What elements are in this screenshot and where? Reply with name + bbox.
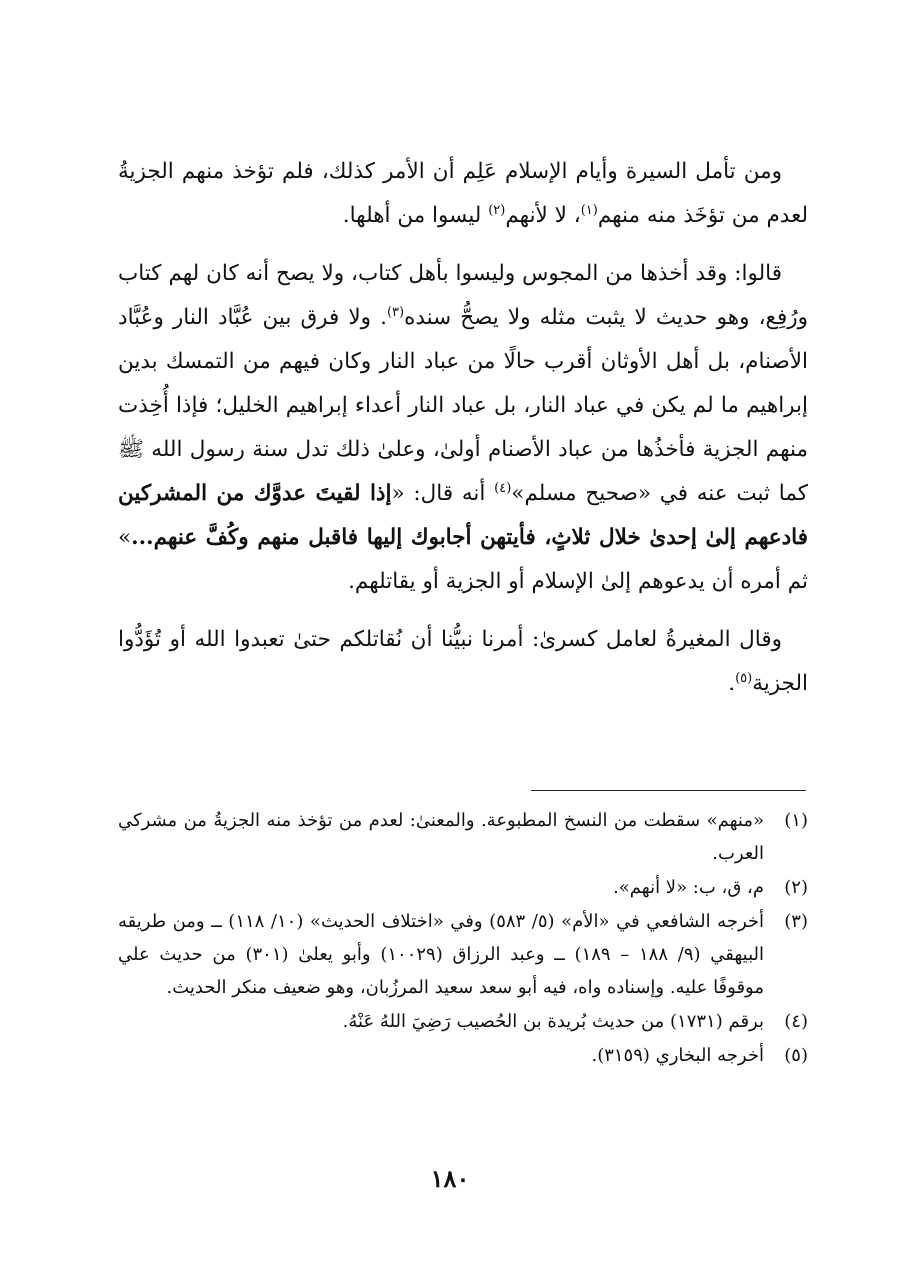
- main-text: [118, 150, 808, 720]
- footnote-number: (١): [784, 810, 808, 831]
- paragraph-text: .: [728, 671, 736, 696]
- footnote-number: (٣): [784, 911, 808, 932]
- footnote-item: [118, 804, 808, 870]
- footnote-ref-2: (٢): [488, 202, 506, 218]
- paragraph-text: ليسوا من أهلها.: [342, 203, 489, 228]
- footnote-item: [118, 1005, 808, 1038]
- paragraph-text: ، لا لأنهم: [505, 203, 581, 228]
- paragraph-text: » ثم أمره أن يدعوهم إلىٰ الإسلام أو الجزية أو يقاتلهم.: [118, 525, 808, 594]
- paragraph-text: ومن تأمل السيرة وأيام الإسلام عَلِم أن الأمر كذلك، فلم تؤخذ منهم الجزيةُ لعدم من تؤخَذ منه منهم: [118, 159, 808, 228]
- footnote-item: [118, 905, 808, 1004]
- footnote-item: [118, 1039, 808, 1072]
- footnote-text: برقم (١٧٣١) من حديث بُريدة بن الحُصيب رَضِيَ اللهُ عَنْهُ.: [342, 1011, 764, 1032]
- footnotes: [118, 804, 808, 1073]
- footnote-text: أخرجه الشافعي في «الأم» (٥/ ٥٨٣) وفي «اختلاف الحديث» (١٠/ ١١٨) ــ ومن طريقه البيهقي (٩/ ١٨٨ – ١٨٩) ــ وعبد الرزاق (١٠٠٢٩) وأبو يعلىٰ (٣٠١) من حديث علي موقوفًا عليه. وإسناده واه، فيه أبو سعد سعيد المرزُبان، وهو ضعيف منكر الحديث.: [118, 911, 765, 998]
- paragraph-3: [118, 618, 808, 706]
- paragraph-2: [118, 252, 808, 604]
- page-number: ١٨٠: [430, 1164, 470, 1193]
- footnote-ref-1: (١): [580, 202, 598, 218]
- footnote-item: [118, 871, 808, 904]
- hadith-quote: إذا لقيتَ عدوَّك من المشركين فادعهم إلىٰ إحدىٰ خلال ثلاثٍ، فأيتهن أجابوك إليها فاقبل منهم وكُفَّ عنهم...: [118, 481, 808, 550]
- footnote-number: (٤): [784, 1011, 808, 1032]
- footnote-ref-3: (٣): [386, 304, 405, 320]
- footnote-divider: [531, 790, 806, 791]
- paragraph-text: . ولا فرق بين عُبَّاد النار وعُبَّاد الأصنام، بل أهل الأوثان أقرب حالًا من عباد النار وكان فيهم من التمسك بدين إبراهيم ما لم يكن في عباد النار، بل عباد النار أعداء إبراهيم الخليل؛ فإذا أُخِذت منهم الجزية فأخذُها من عباد الأصنام أولىٰ، وعلىٰ ذلك تدل سنة رسول الله ﷺ كما ثبت عنه في «صحيح مسلم»: [118, 305, 808, 506]
- paragraph-text: أنه قال: «: [391, 481, 495, 506]
- footnote-number: (٢): [784, 877, 808, 898]
- footnote-text: «منهم» سقطت من النسخ المطبوعة. والمعنىٰ: لعدم من تؤخذ منه الجزيةُ من مشركي العرب.: [118, 810, 764, 864]
- paragraph-text: وقال المغيرةُ لعامل كسرىٰ: أمرنا نبيُّنا أن نُقاتلكم حتىٰ تعبدوا الله أو تُؤَدُّوا الجزية: [118, 627, 808, 696]
- footnote-text: م، ق، ب: «لا أنهم».: [613, 877, 764, 898]
- footnote-text: أخرجه البخاري (٣١٥٩).: [591, 1045, 764, 1066]
- footnote-ref-4: (٤): [494, 480, 512, 496]
- paragraph-1: [118, 150, 808, 238]
- footnote-number: (٥): [784, 1045, 808, 1066]
- footnote-ref-5: (٥): [735, 670, 753, 686]
- paragraph-text: قالوا: وقد أخذها من المجوس وليسوا بأهل كتاب، ولا يصح أنه كان لهم كتاب ورُفِع، وهو حديث لا يثبت مثله ولا يصحُّ سنده: [118, 261, 808, 330]
